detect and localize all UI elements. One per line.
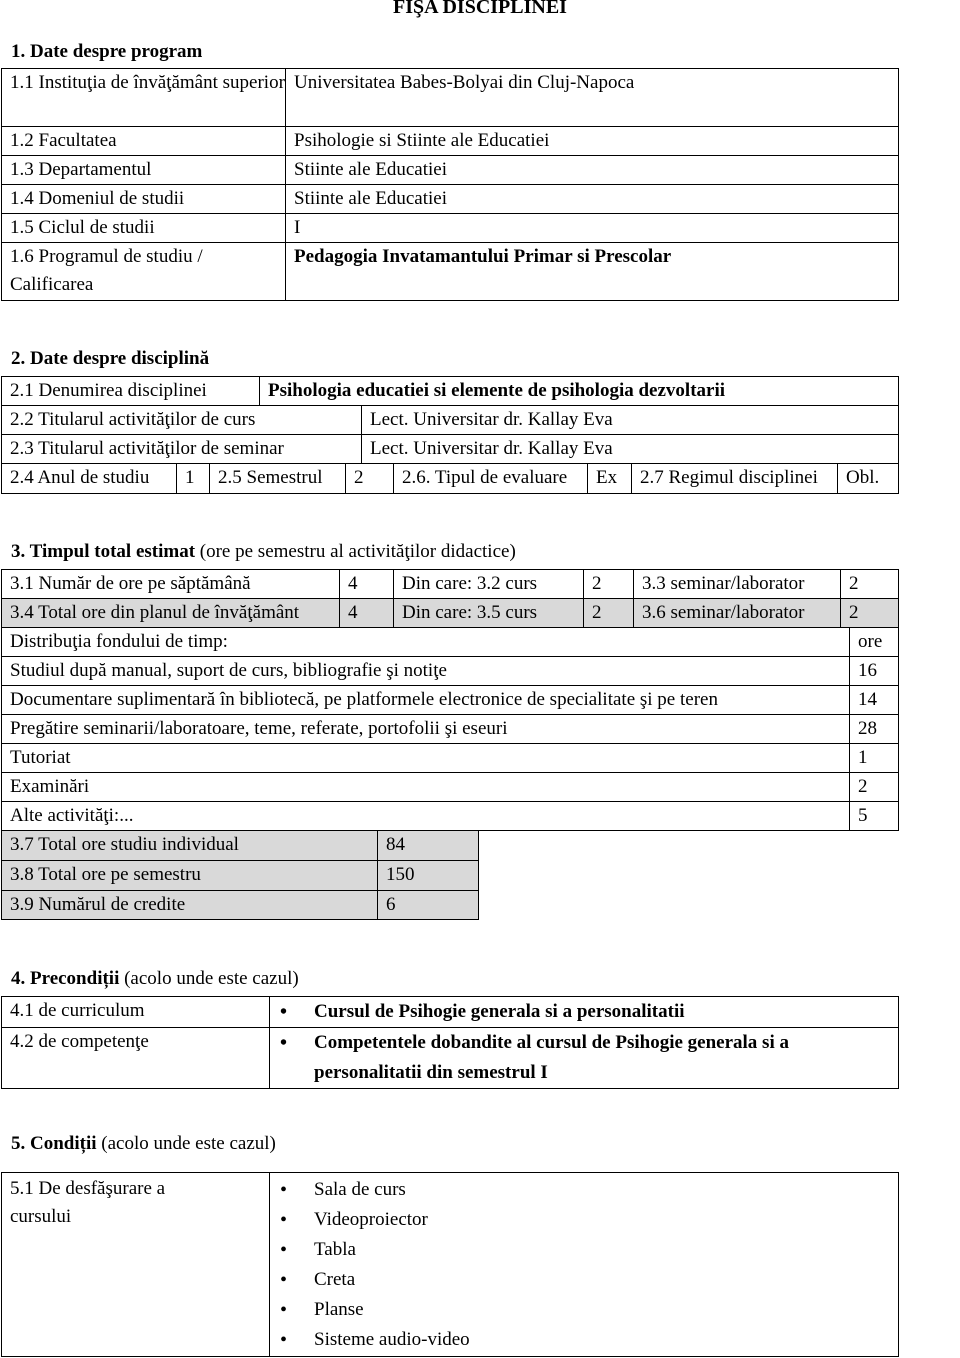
value-facultate: Psihologie si Stiinte ale Educatiei <box>286 127 899 156</box>
label-total-semestru: 3.8 Total ore pe semestru <box>2 861 378 891</box>
label-desfasurare: 5.1 De desfăşurare a cursului <box>2 1173 270 1357</box>
table-row <box>2 69 899 127</box>
activity-label: Examinări <box>2 773 850 802</box>
value-total-ore-plan: 4 <box>340 599 394 628</box>
table-row <box>2 686 899 715</box>
table-row <box>2 715 899 744</box>
value-domeniu: Stiinte ale Educatiei <box>286 185 899 214</box>
label-credite: 3.9 Numărul de credite <box>2 891 378 920</box>
value-din-care-curs: 2 <box>584 570 634 599</box>
label-competente: 4.2 de competenţe <box>2 1028 270 1089</box>
activity-ore: 28 <box>850 715 899 744</box>
table-row <box>2 406 899 435</box>
activity-label: Alte activităţi:... <box>2 802 850 831</box>
value-titular-seminar: Lect. Universitar dr. Kallay Eva <box>362 435 899 464</box>
activity-ore: 2 <box>850 773 899 802</box>
label-curriculum: 4.1 de curriculum <box>2 997 270 1028</box>
table-row <box>2 997 899 1028</box>
value-regim: Obl. <box>838 464 899 494</box>
table-row <box>2 570 899 599</box>
conditii-list-cell <box>270 1173 899 1357</box>
totals-table <box>1 830 479 920</box>
value-ore-saptamana: 4 <box>340 570 394 599</box>
table-row <box>2 243 899 301</box>
timp-ore-table <box>1 569 899 628</box>
label-institutie: 1.1 Instituţia de învăţământ superior <box>2 69 286 127</box>
label-evaluare: 2.6. Tipul de evaluare <box>394 464 588 494</box>
table-row <box>2 127 899 156</box>
table-row <box>2 1173 899 1357</box>
value-program: Pedagogia Invatamantului Primar si Prescolar <box>286 243 899 301</box>
table-row <box>2 185 899 214</box>
table-row <box>2 891 479 920</box>
label-semestru: 2.5 Semestrul <box>210 464 346 494</box>
disciplina-name-table <box>1 376 899 406</box>
label-departament: 1.3 Departamentul <box>2 156 286 185</box>
label-an: 2.4 Anul de studiu <box>2 464 177 494</box>
distributie-table <box>1 627 899 831</box>
value-total-semestru: 150 <box>378 861 479 891</box>
section-2-heading: 2. Date despre disciplină <box>11 348 210 369</box>
table-row <box>2 628 899 657</box>
label-din-care-curs: Din care: 3.2 curs <box>394 570 584 599</box>
value-institutie: Universitatea Babes-Bolyai din Cluj-Napoca <box>286 69 899 127</box>
activity-ore: 16 <box>850 657 899 686</box>
label-ore-saptamana: 3.1 Număr de ore pe săptămână <box>2 570 340 599</box>
disciplina-details-table <box>1 463 899 494</box>
label-distributie: Distribuţia fondului de timp: <box>2 628 850 657</box>
table-row <box>2 831 479 861</box>
value-ciclu: I <box>286 214 899 243</box>
activity-ore: 14 <box>850 686 899 715</box>
table-row <box>2 377 899 406</box>
conditii-table <box>1 1172 899 1357</box>
table-row <box>2 744 899 773</box>
value-seminar: 2 <box>841 570 899 599</box>
value-evaluare: Ex <box>588 464 632 494</box>
label-total-ore-plan: 3.4 Total ore din planul de învăţământ <box>2 599 340 628</box>
table-row <box>2 802 899 831</box>
list-item: • Creta <box>314 1265 898 1295</box>
label-titular-seminar: 2.3 Titularul activităţilor de seminar <box>2 435 362 464</box>
activity-label: Studiul după manual, suport de curs, bibliografie şi notiţe <box>2 657 850 686</box>
document-title: FIŞA DISCIPLINEI <box>393 0 567 18</box>
section-4-heading: 4. Precondiții (acolo unde este cazul) <box>11 968 299 989</box>
label-titular-curs: 2.2 Titularul activităţilor de curs <box>2 406 362 435</box>
section-1-heading: 1. Date despre program <box>11 41 203 62</box>
activity-ore: 1 <box>850 744 899 773</box>
list-item: • Planse <box>314 1295 898 1325</box>
label-domeniu: 1.4 Domeniul de studii <box>2 185 286 214</box>
label-regim: 2.7 Regimul disciplinei <box>632 464 838 494</box>
label-denumire: 2.1 Denumirea disciplinei <box>2 377 260 406</box>
value-total-individual: 84 <box>378 831 479 861</box>
label-total-individual: 3.7 Total ore studiu individual <box>2 831 378 861</box>
table-row <box>2 599 899 628</box>
table-row <box>2 1028 899 1089</box>
activity-ore: 5 <box>850 802 899 831</box>
list-item: • Videoproiector <box>314 1205 898 1235</box>
label-din-care-curs-2: Din care: 3.5 curs <box>394 599 584 628</box>
value-titular-curs: Lect. Universitar dr. Kallay Eva <box>362 406 899 435</box>
label-facultate: 1.2 Facultatea <box>2 127 286 156</box>
value-competente-cell <box>270 1028 899 1089</box>
titulari-table <box>1 405 899 464</box>
activity-label: Documentare suplimentară în bibliotecă, pe platformele electronice de specialitate şi pe teren <box>2 686 850 715</box>
program-table <box>1 68 899 301</box>
table-row <box>2 773 899 802</box>
value-din-care-curs-2: 2 <box>584 599 634 628</box>
list-item: • Competentele dobandite al cursul de Psihogie generala si a personalitatii din semestrul I <box>314 1028 898 1088</box>
value-curriculum-cell <box>270 997 899 1028</box>
label-program: 1.6 Programul de studiu / Calificarea <box>2 243 286 301</box>
value-semestru: 2 <box>346 464 394 494</box>
list-item: • Sisteme audio-video <box>314 1325 898 1355</box>
table-row <box>2 156 899 185</box>
value-an: 1 <box>177 464 210 494</box>
table-row <box>2 657 899 686</box>
value-departament: Stiinte ale Educatiei <box>286 156 899 185</box>
table-row <box>2 861 479 891</box>
list-item: • Sala de curs <box>314 1175 898 1205</box>
unit-ore: ore <box>850 628 899 657</box>
value-credite: 6 <box>378 891 479 920</box>
value-seminar-2: 2 <box>841 599 899 628</box>
table-row <box>2 464 899 494</box>
table-row <box>2 214 899 243</box>
section-5-heading: 5. Condiții (acolo unde este cazul) <box>11 1133 276 1154</box>
label-seminar-2: 3.6 seminar/laborator <box>634 599 841 628</box>
label-seminar: 3.3 seminar/laborator <box>634 570 841 599</box>
activity-label: Pregătire seminarii/laboratoare, teme, referate, portofolii şi eseuri <box>2 715 850 744</box>
list-item: • Cursul de Psihogie generala si a personalitatii <box>314 997 898 1027</box>
value-denumire: Psihologia educatiei si elemente de psihologia dezvoltarii <box>260 377 899 406</box>
preconditii-table <box>1 996 899 1089</box>
list-item: • Tabla <box>314 1235 898 1265</box>
label-ciclu: 1.5 Ciclul de studii <box>2 214 286 243</box>
table-row <box>2 435 899 464</box>
section-3-heading: 3. Timpul total estimat (ore pe semestru al activităţilor didactice) <box>11 541 516 562</box>
activity-label: Tutoriat <box>2 744 850 773</box>
